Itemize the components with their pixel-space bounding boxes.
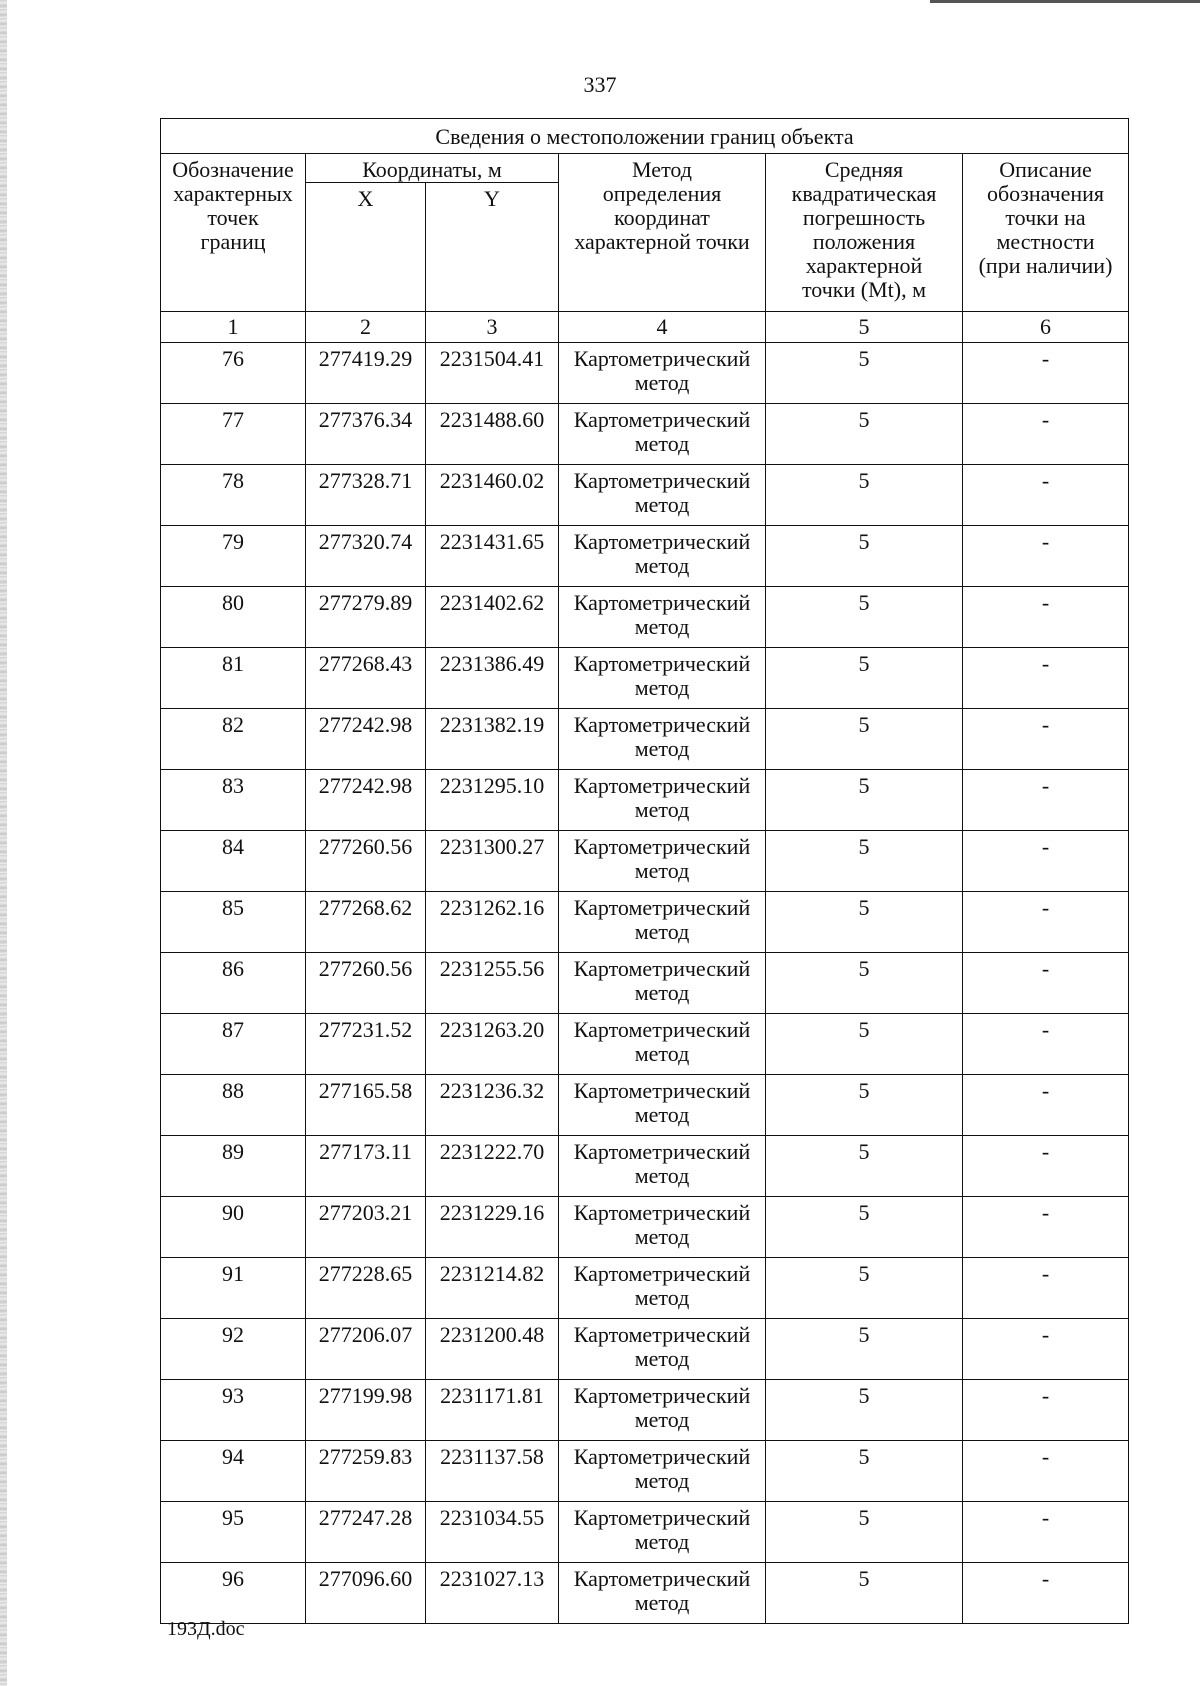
- x-coordinate-cell: 277328.71: [306, 465, 426, 526]
- y-coordinate-cell: 2231137.58: [426, 1441, 559, 1502]
- column-number: 2: [306, 312, 426, 343]
- x-coordinate-cell: 277260.56: [306, 953, 426, 1014]
- mean-error-cell: 5: [766, 1563, 963, 1624]
- table-row: [161, 404, 1129, 465]
- method-cell: Картометрический метод: [559, 1014, 766, 1075]
- x-coordinate-cell: 277231.52: [306, 1014, 426, 1075]
- description-cell: -: [963, 526, 1129, 587]
- mean-error-cell: 5: [766, 465, 963, 526]
- header-coordinates: Координаты, м: [306, 154, 559, 183]
- method-cell: Картометрический метод: [559, 404, 766, 465]
- x-coordinate-cell: 277259.83: [306, 1441, 426, 1502]
- method-cell: Картометрический метод: [559, 526, 766, 587]
- mean-error-cell: 5: [766, 1197, 963, 1258]
- table-title-row: [161, 119, 1129, 154]
- x-coordinate-cell: 277242.98: [306, 770, 426, 831]
- header-mean-error: Средняя квадратическая погрешность положения характерной точки (Mt), м: [766, 154, 963, 312]
- mean-error-cell: 5: [766, 770, 963, 831]
- column-number: 4: [559, 312, 766, 343]
- x-coordinate-cell: 277419.29: [306, 343, 426, 404]
- point-designation-cell: 96: [161, 1563, 306, 1624]
- description-cell: -: [963, 1563, 1129, 1624]
- method-cell: Картометрический метод: [559, 648, 766, 709]
- y-coordinate-cell: 2231295.10: [426, 770, 559, 831]
- table-row: [161, 587, 1129, 648]
- boundary-coordinates-table: [160, 118, 1129, 1624]
- point-designation-cell: 88: [161, 1075, 306, 1136]
- table-row: [161, 465, 1129, 526]
- x-coordinate-cell: 277206.07: [306, 1319, 426, 1380]
- y-coordinate-cell: 2231263.20: [426, 1014, 559, 1075]
- description-cell: -: [963, 770, 1129, 831]
- x-coordinate-cell: 277242.98: [306, 709, 426, 770]
- column-number: 5: [766, 312, 963, 343]
- point-designation-cell: 79: [161, 526, 306, 587]
- description-cell: -: [963, 1441, 1129, 1502]
- method-cell: Картометрический метод: [559, 1563, 766, 1624]
- header-x: X: [306, 183, 426, 312]
- x-coordinate-cell: 277228.65: [306, 1258, 426, 1319]
- header-y: Y: [426, 183, 559, 312]
- x-coordinate-cell: 277199.98: [306, 1380, 426, 1441]
- description-cell: -: [963, 1136, 1129, 1197]
- method-cell: Картометрический метод: [559, 1319, 766, 1380]
- x-coordinate-cell: 277165.58: [306, 1075, 426, 1136]
- y-coordinate-cell: 2231222.70: [426, 1136, 559, 1197]
- y-coordinate-cell: 2231431.65: [426, 526, 559, 587]
- description-cell: -: [963, 404, 1129, 465]
- point-designation-cell: 80: [161, 587, 306, 648]
- mean-error-cell: 5: [766, 1380, 963, 1441]
- mean-error-cell: 5: [766, 1502, 963, 1563]
- description-cell: -: [963, 648, 1129, 709]
- table-row: [161, 1441, 1129, 1502]
- y-coordinate-cell: 2231488.60: [426, 404, 559, 465]
- mean-error-cell: 5: [766, 1319, 963, 1380]
- point-designation-cell: 78: [161, 465, 306, 526]
- table-row: [161, 1197, 1129, 1258]
- method-cell: Картометрический метод: [559, 1502, 766, 1563]
- method-cell: Картометрический метод: [559, 1258, 766, 1319]
- table-title: Сведения о местоположении границ объекта: [161, 119, 1129, 154]
- description-cell: -: [963, 1197, 1129, 1258]
- mean-error-cell: 5: [766, 404, 963, 465]
- mean-error-cell: 5: [766, 1441, 963, 1502]
- y-coordinate-cell: 2231262.16: [426, 892, 559, 953]
- table-row: [161, 770, 1129, 831]
- y-coordinate-cell: 2231382.19: [426, 709, 559, 770]
- x-coordinate-cell: 277279.89: [306, 587, 426, 648]
- method-cell: Картометрический метод: [559, 892, 766, 953]
- y-coordinate-cell: 2231171.81: [426, 1380, 559, 1441]
- y-coordinate-cell: 2231229.16: [426, 1197, 559, 1258]
- mean-error-cell: 5: [766, 831, 963, 892]
- table-row: [161, 1502, 1129, 1563]
- description-cell: -: [963, 953, 1129, 1014]
- y-coordinate-cell: 2231200.48: [426, 1319, 559, 1380]
- method-cell: Картометрический метод: [559, 1136, 766, 1197]
- table-row: [161, 709, 1129, 770]
- description-cell: -: [963, 1380, 1129, 1441]
- point-designation-cell: 84: [161, 831, 306, 892]
- description-cell: -: [963, 465, 1129, 526]
- description-cell: -: [963, 1258, 1129, 1319]
- x-coordinate-cell: 277247.28: [306, 1502, 426, 1563]
- table-row: [161, 831, 1129, 892]
- table-row: [161, 953, 1129, 1014]
- point-designation-cell: 82: [161, 709, 306, 770]
- method-cell: Картометрический метод: [559, 1441, 766, 1502]
- description-cell: -: [963, 709, 1129, 770]
- mean-error-cell: 5: [766, 1014, 963, 1075]
- column-number: 1: [161, 312, 306, 343]
- scan-edge: [0, 0, 7, 1686]
- method-cell: Картометрический метод: [559, 465, 766, 526]
- table-row: [161, 1563, 1129, 1624]
- mean-error-cell: 5: [766, 587, 963, 648]
- y-coordinate-cell: 2231300.27: [426, 831, 559, 892]
- point-designation-cell: 94: [161, 1441, 306, 1502]
- description-cell: -: [963, 1014, 1129, 1075]
- method-cell: Картометрический метод: [559, 953, 766, 1014]
- x-coordinate-cell: 277173.11: [306, 1136, 426, 1197]
- x-coordinate-cell: 277203.21: [306, 1197, 426, 1258]
- table-row: [161, 1075, 1129, 1136]
- point-designation-cell: 89: [161, 1136, 306, 1197]
- table-row: [161, 892, 1129, 953]
- mean-error-cell: 5: [766, 1258, 963, 1319]
- table-row: [161, 1319, 1129, 1380]
- mean-error-cell: 5: [766, 1136, 963, 1197]
- file-name-footer: 193Д.doc: [167, 1618, 245, 1640]
- table-row: [161, 1258, 1129, 1319]
- mean-error-cell: 5: [766, 648, 963, 709]
- method-cell: Картометрический метод: [559, 770, 766, 831]
- point-designation-cell: 86: [161, 953, 306, 1014]
- table-row: [161, 1136, 1129, 1197]
- method-cell: Картометрический метод: [559, 831, 766, 892]
- y-coordinate-cell: 2231034.55: [426, 1502, 559, 1563]
- description-cell: -: [963, 1319, 1129, 1380]
- header-method: Метод определения координат характерной точки: [559, 154, 766, 312]
- point-designation-cell: 95: [161, 1502, 306, 1563]
- mean-error-cell: 5: [766, 343, 963, 404]
- table-row: [161, 1014, 1129, 1075]
- method-cell: Картометрический метод: [559, 1075, 766, 1136]
- description-cell: -: [963, 892, 1129, 953]
- description-cell: -: [963, 1075, 1129, 1136]
- column-number-row: [161, 312, 1129, 343]
- method-cell: Картометрический метод: [559, 587, 766, 648]
- method-cell: Картометрический метод: [559, 1380, 766, 1441]
- x-coordinate-cell: 277320.74: [306, 526, 426, 587]
- point-designation-cell: 81: [161, 648, 306, 709]
- x-coordinate-cell: 277260.56: [306, 831, 426, 892]
- method-cell: Картометрический метод: [559, 709, 766, 770]
- y-coordinate-cell: 2231460.02: [426, 465, 559, 526]
- description-cell: -: [963, 587, 1129, 648]
- table-row: [161, 648, 1129, 709]
- x-coordinate-cell: 277268.62: [306, 892, 426, 953]
- mean-error-cell: 5: [766, 1075, 963, 1136]
- y-coordinate-cell: 2231386.49: [426, 648, 559, 709]
- scan-top-mark: [930, 0, 1200, 3]
- point-designation-cell: 85: [161, 892, 306, 953]
- mean-error-cell: 5: [766, 892, 963, 953]
- y-coordinate-cell: 2231214.82: [426, 1258, 559, 1319]
- mean-error-cell: 5: [766, 953, 963, 1014]
- y-coordinate-cell: 2231402.62: [426, 587, 559, 648]
- table-header-row: [161, 154, 1129, 183]
- x-coordinate-cell: 277268.43: [306, 648, 426, 709]
- x-coordinate-cell: 277376.34: [306, 404, 426, 465]
- table-row: [161, 1380, 1129, 1441]
- point-designation-cell: 76: [161, 343, 306, 404]
- page-number: 337: [583, 72, 617, 97]
- mean-error-cell: 5: [766, 526, 963, 587]
- column-number: 3: [426, 312, 559, 343]
- y-coordinate-cell: 2231027.13: [426, 1563, 559, 1624]
- point-designation-cell: 92: [161, 1319, 306, 1380]
- method-cell: Картометрический метод: [559, 343, 766, 404]
- method-cell: Картометрический метод: [559, 1197, 766, 1258]
- description-cell: -: [963, 343, 1129, 404]
- y-coordinate-cell: 2231255.56: [426, 953, 559, 1014]
- point-designation-cell: 83: [161, 770, 306, 831]
- header-point-designation: Обозначение характерных точек границ: [161, 154, 306, 312]
- y-coordinate-cell: 2231236.32: [426, 1075, 559, 1136]
- point-designation-cell: 93: [161, 1380, 306, 1441]
- y-coordinate-cell: 2231504.41: [426, 343, 559, 404]
- mean-error-cell: 5: [766, 709, 963, 770]
- point-designation-cell: 90: [161, 1197, 306, 1258]
- table-row: [161, 526, 1129, 587]
- table-row: [161, 343, 1129, 404]
- header-description: Описание обозначения точки на местности (при наличии): [963, 154, 1129, 312]
- point-designation-cell: 87: [161, 1014, 306, 1075]
- point-designation-cell: 77: [161, 404, 306, 465]
- description-cell: -: [963, 1502, 1129, 1563]
- x-coordinate-cell: 277096.60: [306, 1563, 426, 1624]
- column-number: 6: [963, 312, 1129, 343]
- description-cell: -: [963, 831, 1129, 892]
- point-designation-cell: 91: [161, 1258, 306, 1319]
